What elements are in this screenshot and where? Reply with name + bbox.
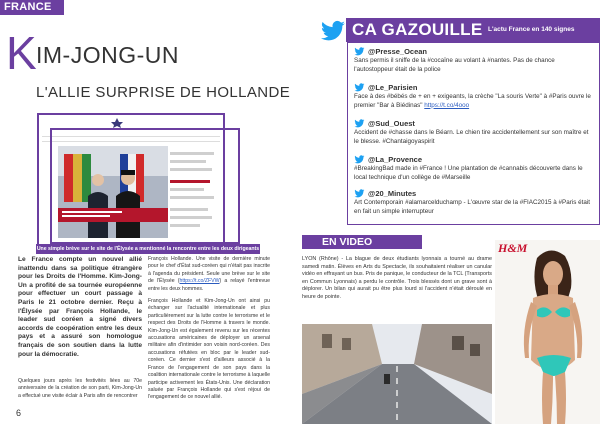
twitter-tagline: L'actu France en 140 signes bbox=[488, 26, 575, 33]
street-scene-illustration bbox=[302, 324, 492, 424]
article-text: François Hollande. Une visite de dernière minute pour le chef d'État sud-coréen qui n'était pas inscrite à l'agenda du président. Seule une brève sur le site de l'Élysée ( bbox=[148, 256, 270, 285]
video-section-tag: EN VIDEO bbox=[302, 235, 422, 249]
video-thumbnail[interactable] bbox=[302, 324, 492, 424]
twitter-bird-icon bbox=[354, 83, 365, 92]
tweet-text-body: Face à des #bébés de + en + exigeants, la crèche "La souris Verte" à #Paris ouvre le premier "Bar à Biédinas" bbox=[354, 93, 591, 109]
article-paragraph bbox=[148, 256, 270, 293]
website-highlight-frame bbox=[50, 128, 240, 244]
article-link[interactable]: https://t.co/ZFVW bbox=[179, 278, 220, 285]
tweet bbox=[354, 46, 594, 74]
tweet-text: Art Contemporain #alamarcelduchamp - L'œuvre star de la #FIAC2015 à #Paris était en fait un simple interrupteur bbox=[354, 199, 591, 215]
twitter-bird-icon bbox=[320, 20, 346, 42]
article-body-start: Quelques jours après les festivités liées au 70e anniversaire de la création de son parti, Kim-Jong-Un a effectué une visite éclair à Paris afin de rencontrer bbox=[18, 378, 142, 399]
twitter-bird-icon bbox=[354, 155, 365, 164]
hm-logo: H&M bbox=[498, 241, 528, 255]
tweet-text: Accident de #chasse dans le Béarn. Le chien tire accidentellement sur son maître et le blesse. #Chantaigoyaspirit bbox=[354, 129, 589, 145]
headline-subtitle: L'ALLIE SURPRISE DE HOLLANDE bbox=[36, 84, 291, 101]
tweet bbox=[354, 188, 594, 216]
page-number: 6 bbox=[16, 408, 22, 418]
tweet-link[interactable]: https://t.co/4ooo bbox=[424, 101, 470, 109]
article-column-2 bbox=[148, 256, 270, 407]
tweet-handle[interactable]: @La_Provence bbox=[368, 154, 423, 164]
twitter-bird-icon bbox=[354, 47, 365, 56]
article-text: ) a relayé l'entrevue entre les deux hommes. bbox=[148, 278, 270, 292]
tweet-handle[interactable]: @Presse_Ocean bbox=[368, 46, 428, 56]
twitter-title: CA GAZOUILLE bbox=[352, 20, 483, 39]
video-article-text: LYON (Rhône) - La blague de deux étudiants lyonnais a tourné au drame samedi matin. Élèves en Arts du Spectacle, ils souhaitaient réaliser un canular vidéo en effrayant un bus. Pris de panique, le conducteur de la TCL (Transports en Commun Lyonnais) a perdu le contrôle. Trois blessés dont un grave sont à déplorer. Un bilan qui aurait pu être plus lourd si l'accident n'était déroulé en heure de pointe. bbox=[302, 256, 492, 300]
tweet bbox=[354, 82, 594, 110]
tweet-handle[interactable]: @Le_Parisien bbox=[368, 82, 418, 92]
article-paragraph: François Hollande et Kim-Jong-Un ont ainsi pu échanger sur l'actualité internationale et plus particulièrement sur la lutte contre le terrorisme et le respect des Droits de l'Homme à travers le monde. Kim-Jong-Un est également revenu sur les récentes accusations américaines de déployer un arsenal militaire afin d'intimider son voisin nord-coréen. Des accusations réfutées en bloc par le leader sud-coréen. Ce dernier s'est d'ailleurs associé à la France de l'engagement de son pays dans la coalition internationale contre le terrorisme à laquelle participe activement les États-Unis. Une déclaration saluée par François Hollande qui s'est réjoui de l'engagement de ce nouvel allié. bbox=[148, 298, 270, 401]
headline: IM-JONG-UN bbox=[36, 42, 179, 68]
hm-advertisement[interactable] bbox=[495, 240, 600, 424]
tweet bbox=[354, 154, 594, 182]
tweet-handle[interactable]: @Sud_Ouest bbox=[368, 118, 415, 128]
article-lead: Le France compte un nouvel allié inattendu dans sa politique étrangère pour les Droits de l'Homme. Kim-Jong-Un a profité de sa tournée européenne pour effectuer un court passage à Paris le 21 octobre dernier. Reçu à l'Élysée par François Hollande, le leader sud coréen a signé divers accords de coopération entre les deux pays et a assuré son homologue français de son soutien dans la lutte pour la démocratie. bbox=[18, 256, 142, 358]
tweet-text: #BreakingBad made in #France ! Une plantation de #cannabis découverte dans le local technique d'un collège de #Marseille bbox=[354, 165, 583, 181]
tweet-handle[interactable]: @20_Minutes bbox=[368, 188, 417, 198]
tweet-text: Sans permis il sniffe de la #cocaïne au volant à #nantes. Pas de chance l'autostoppeur était de la police bbox=[354, 57, 555, 73]
tweet-text bbox=[354, 93, 594, 110]
hm-model-illustration bbox=[495, 240, 600, 424]
section-tag: FRANCE bbox=[0, 0, 64, 15]
twitter-bird-icon bbox=[354, 189, 365, 198]
headline-initial: K bbox=[6, 27, 37, 79]
tweet bbox=[354, 118, 594, 146]
image-caption: Une simple brève sur le site de l'Élysée a mentionné la rencontre entre les deux dirigeants bbox=[36, 246, 260, 252]
twitter-bird-icon bbox=[354, 119, 365, 128]
